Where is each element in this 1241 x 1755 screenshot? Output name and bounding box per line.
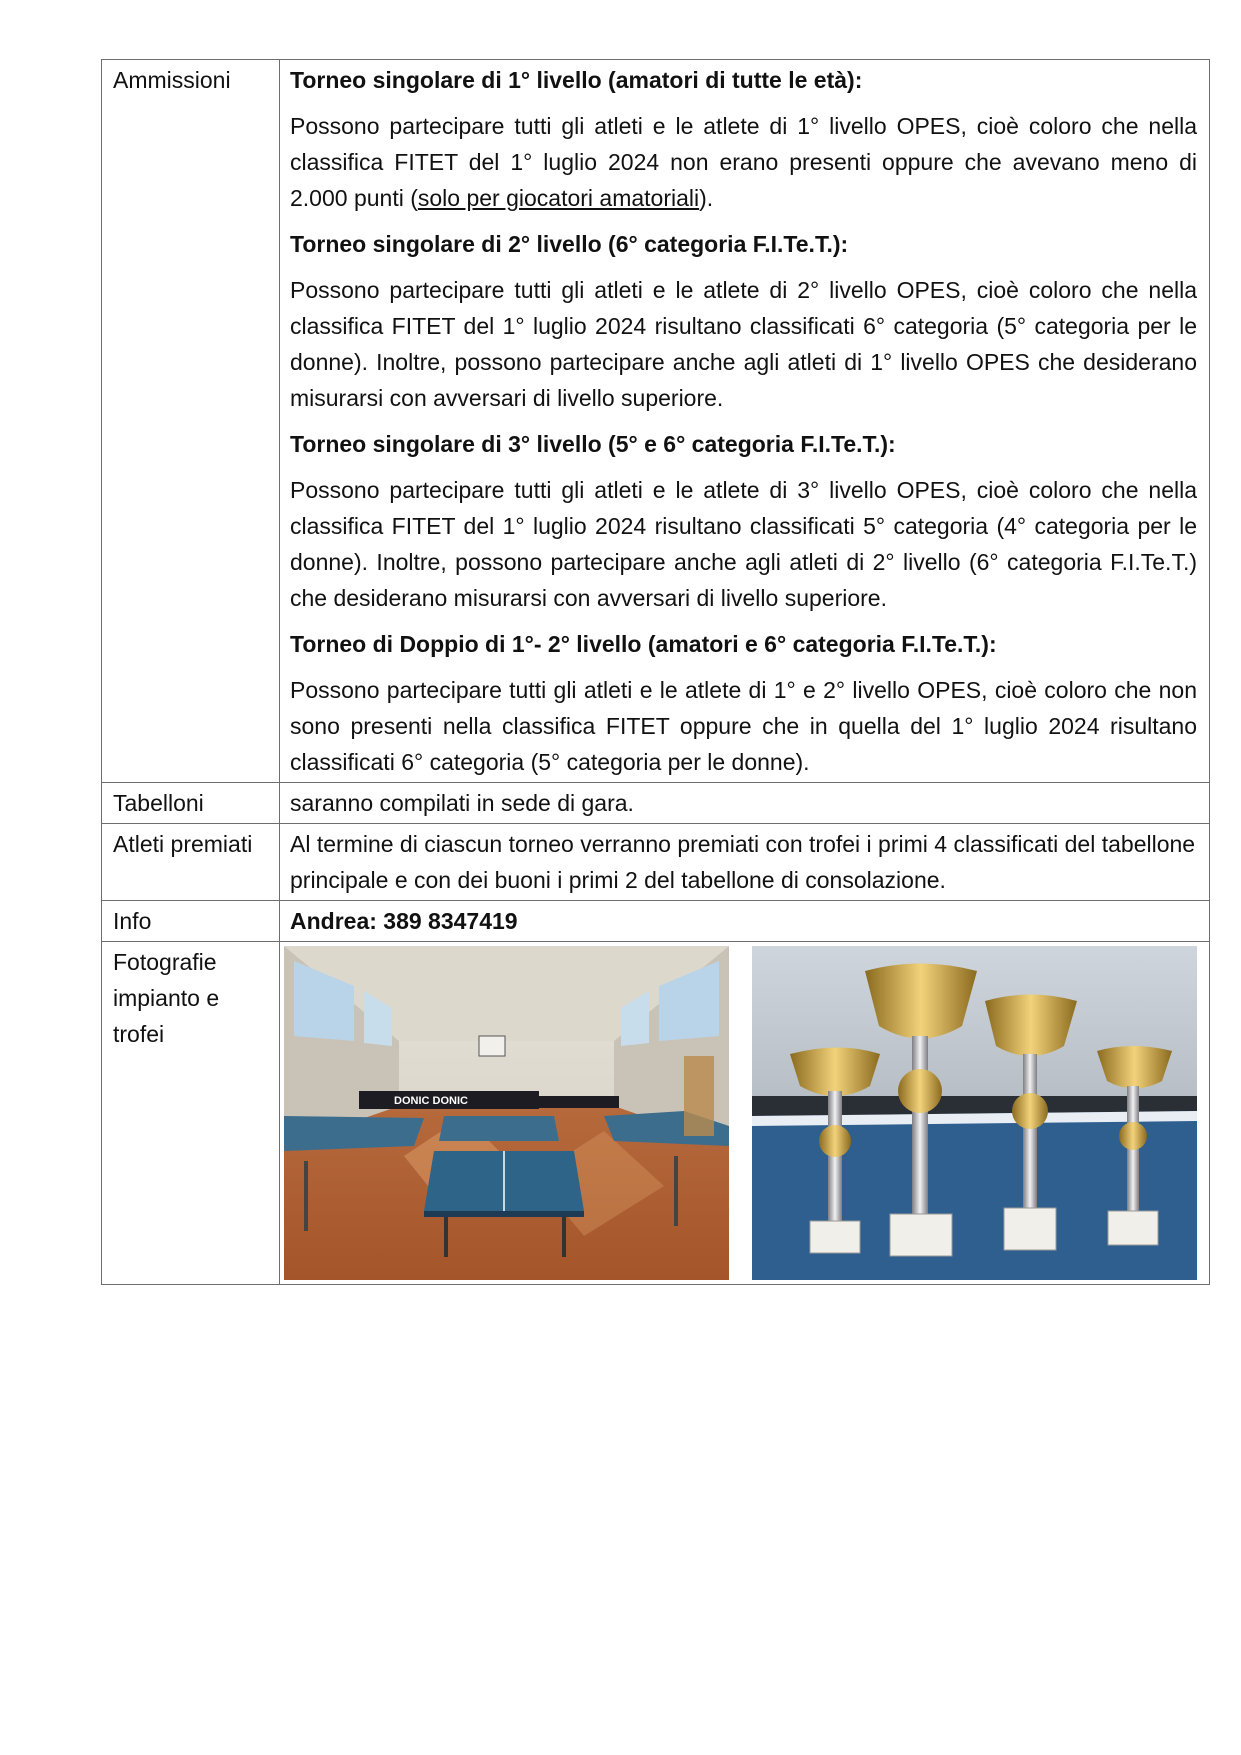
row-label: Fotografie impianto e trofei (102, 942, 280, 1285)
section-text: Possono partecipare tutti gli atleti e le atlete di 1° e 2° livello OPES, cioè coloro che non sono presenti nella classifica FITET oppure che in quella del 1° luglio 2024 risultano classificati 6° categoria (5° categoria per le donne). (290, 677, 1197, 775)
gym-photo (284, 946, 729, 1280)
trophies-image (752, 946, 1197, 1280)
tabelloni-content: saranno compilati in sede di gara. (280, 783, 1210, 824)
row-ammissioni (102, 60, 1210, 783)
atleti-premiati-content: Al termine di ciascun torneo verranno premiati con trofei i primi 4 classificati del tabellone principale e con dei buoni i primi 2 del tabellone di consolazione. (280, 824, 1210, 901)
ammissioni-content (280, 60, 1210, 783)
section-text: Possono partecipare tutti gli atleti e le atlete di 2° livello OPES, cioè coloro che nella classifica FITET del 1° luglio 2024 risultano classificati 6° categoria (5° categoria per le donne). Inoltre, possono partecipare anche agli atleti di 1° livello OPES che desiderano misurarsi con avversari di livello superiore. (290, 277, 1197, 411)
underlined-note: solo per giocatori amatoriali (417, 185, 700, 211)
banner-text: DONIC DONIC (394, 1095, 468, 1107)
text-part: ). (699, 185, 714, 211)
row-label: Info (102, 901, 280, 942)
row-tabelloni (102, 783, 1210, 824)
info-contact: Andrea: 389 8347419 (280, 901, 1210, 942)
text-part: Possono partecipare tutti gli atleti e le atlete di 1° livello OPES, cioè coloro che nella classifica FITET del 1° luglio 2024 non erano presenti oppure che avevano meno di 2.000 punti ( (290, 113, 1197, 211)
section-text (290, 108, 1197, 216)
row-label: Ammissioni (102, 60, 280, 783)
row-label: Tabelloni (102, 783, 280, 824)
photos-content (280, 942, 1210, 1285)
section-heading: Torneo singolare di 2° livello (6° categoria F.I.Te.T.): (290, 231, 849, 257)
gym-with-ping-pong-tables-image (284, 946, 729, 1280)
row-fotografie (102, 942, 1210, 1285)
regulation-table (101, 59, 1210, 1285)
section-text: Possono partecipare tutti gli atleti e le atlete di 3° livello OPES, cioè coloro che nella classifica FITET del 1° luglio 2024 risultano classificati 5° categoria (4° categoria per le donne). Inoltre, possono partecipare anche agli atleti di 2° livello (6° categoria F.I.Te.T.) che desiderano misurarsi con avversari di livello superiore. (290, 477, 1197, 611)
section-heading: Torneo singolare di 3° livello (5° e 6° categoria F.I.Te.T.): (290, 431, 896, 457)
row-info (102, 901, 1210, 942)
trophies-photo (752, 946, 1197, 1280)
row-atleti-premiati (102, 824, 1210, 901)
section-heading: Torneo singolare di 1° livello (amatori di tutte le età): (290, 67, 863, 93)
section-heading: Torneo di Doppio di 1°- 2° livello (amatori e 6° categoria F.I.Te.T.): (290, 631, 997, 657)
row-label: Atleti premiati (102, 824, 280, 901)
